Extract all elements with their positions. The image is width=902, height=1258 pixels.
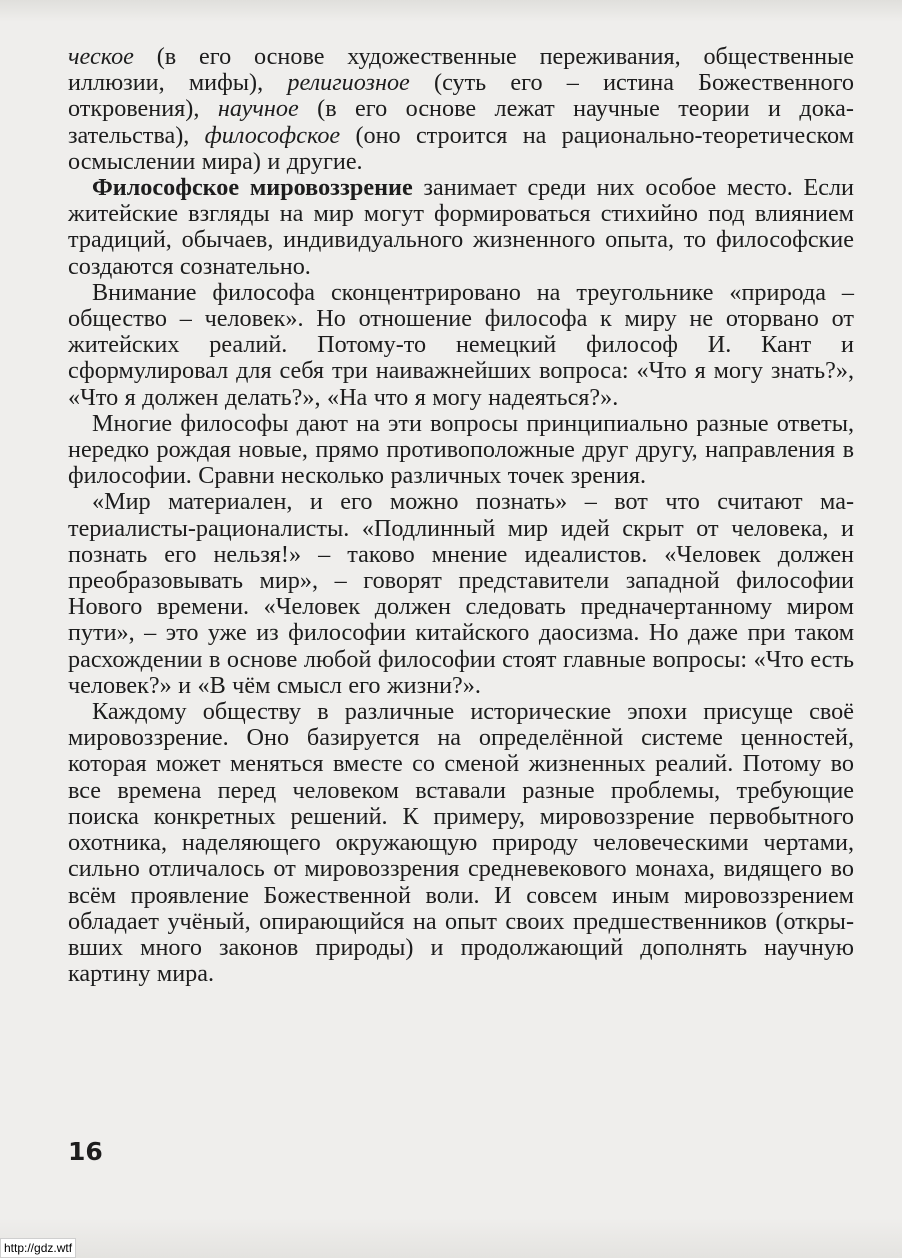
paragraph-4 [68, 411, 854, 490]
italic-term: ческое [68, 43, 134, 70]
page-bottom-edge [0, 1218, 902, 1258]
paragraph-3 [68, 280, 854, 411]
text-run: Каждому обществу в различные исторические эпохи присуще своё мировоззрение. Оно базируется на определённой системе ценностей, которая может меняться вместе со сменой жизненных реалий. Потому во все времена перед человеком вставали разные проблемы, требующие поиска конкретных решений. К примеру, мировоззрение первобытного охотника, наделяющего окружающую природу человеческими чертами, сильно отличалось от мировоззрения средневекового монаха, видящего во всём проявление Божественной воли. И совсем иным мировоззрением обладает учёный, опирающийся на опыт своих предшественников (открывших много законов природы) и продолжающий дополнять научную картину мира. [68, 698, 854, 988]
text-run: Внимание философа сконцентрировано на треугольнике «природа – общество – человек». Но отношение философа к миру не оторвано от житейских реалий. Потому-то немецкий философ И. Кант и сформулировал для себя три наиважнейших вопроса: «Что я могу знать?», «Что я должен делать?», «На что я могу надеяться?». [68, 278, 854, 411]
bold-term: Философское мировоззрение [92, 174, 413, 202]
italic-term: научное [217, 95, 299, 123]
page-number: 16 [68, 1137, 103, 1166]
text-run: «Мир материален, и его можно познать» – вот что считают материалисты-рационалисты. «Подлинный мир идей скрыт от человека, и познать его нельзя!» – таково мнение идеалистов. «Человек должен преобразовывать мир», – говорят представители западной философии Нового времени. «Человек должен следовать предначертанному миром пути», – это уже из философии китайского даосизма. Но даже при таком расхождении в основе любой философии стоят главные вопросы: «Что есть человек?» и «В чём смысл его жизни?». [68, 488, 854, 699]
text-run: (в его основе художественные переживания, общественные иллюзии, мифы), [68, 43, 854, 97]
paragraph-6 [68, 699, 854, 987]
watermark-url[interactable]: http://gdz.wtf [0, 1238, 76, 1258]
text-run: (суть его – истина Божественного откровения), [68, 69, 854, 123]
text-run: (в его основе лежат научные теории и доказательства), [68, 95, 854, 149]
italic-term: философское [204, 121, 341, 149]
text-run: занимает среди них особое место. Если житейские взгляды на мир могут формироваться стихийно под влиянием традиций, обычаев, индивидуального жизненного опыта, то философские создаются сознательно. [68, 174, 854, 280]
text-run: (оно строится на рационально-теоретическом осмыслении мира) и другие. [68, 121, 854, 175]
page-top-edge [0, 0, 902, 22]
paragraph-1 [68, 44, 854, 175]
paragraph-2 [68, 175, 854, 280]
text-run: Многие философы дают на эти вопросы принципиально разные ответы, нередко рождая новые, прямо противоположные друг другу, направления в философии. Сравни несколько различных точек зрения. [68, 409, 854, 490]
page-body-text [68, 44, 854, 987]
paragraph-5 [68, 489, 854, 699]
italic-term: религиозное [287, 69, 410, 97]
